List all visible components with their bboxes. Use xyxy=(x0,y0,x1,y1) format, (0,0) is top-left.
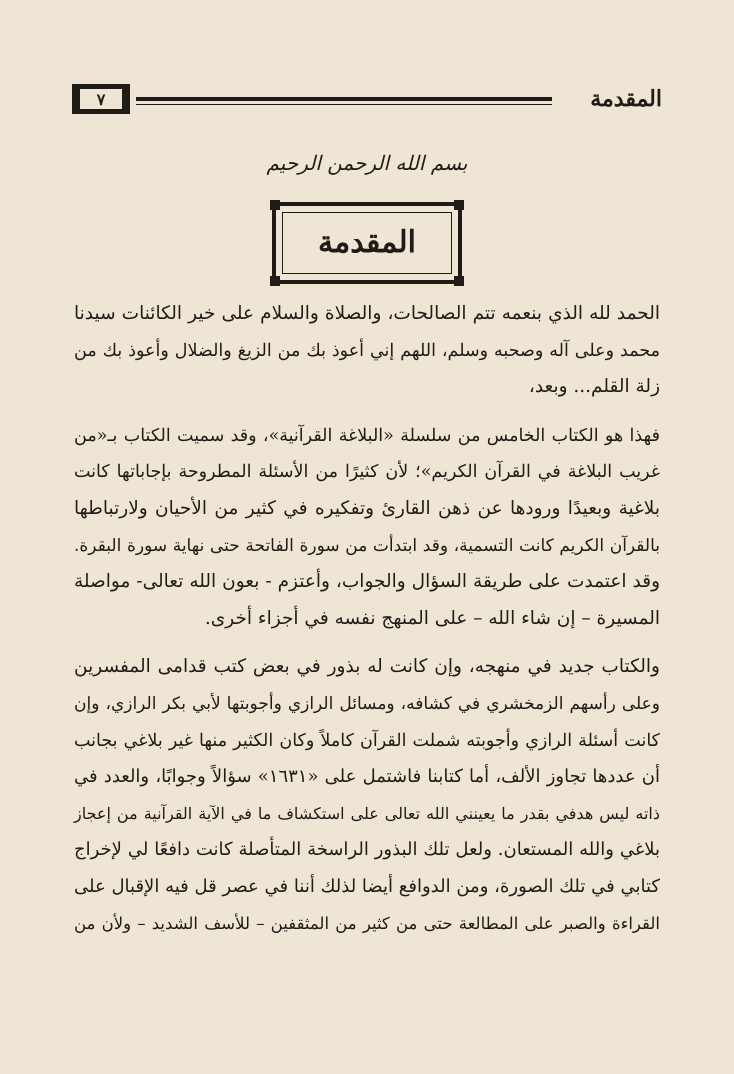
text-line: القراءة والصبر على المطالعة حتى من كثير من المثقفين – للأسف الشديد – ولأن من xyxy=(74,913,660,933)
header-rule-thick xyxy=(136,97,552,101)
frame-corner-ornament xyxy=(454,200,464,210)
text-line: غريب البلاغة في القرآن الكريم»؛ لأن كثيرًا من الأسئلة المطروحة بإجاباتها كانت xyxy=(74,462,660,483)
text-line: بالقرآن الكريم كانت التسمية، وقد ابتدأت من سورة الفاتحة حتى نهاية سورة البقرة. xyxy=(74,535,660,556)
page-number-box xyxy=(72,84,130,114)
frame-corner-ornament xyxy=(270,276,280,286)
paragraph xyxy=(74,296,660,406)
text-line: وعلى رأسهم الزمخشري في كشافه، ومسائل الرازي وأجوبتها لأبي بكر الرازي، وإن xyxy=(74,693,660,714)
page-number: ٧ xyxy=(80,89,122,109)
paragraph xyxy=(74,418,660,638)
frame-corner-ornament xyxy=(270,200,280,210)
text-line: كانت أسئلة الرازي وأجوبته شملت القرآن كاملاً وكان الكثير منها غير بلاغي بجانب xyxy=(74,730,660,751)
page-header xyxy=(72,84,662,116)
section-title: المقدمة xyxy=(318,225,416,260)
body-text xyxy=(74,296,660,942)
text-line: المسيرة – إن شاء الله – على المنهج نفسه في أجزاء أخرى. xyxy=(204,607,660,629)
text-line: والكتاب جديد في منهجه، وإن كانت له بذور في بعض كتب قدامى المفسرين xyxy=(74,656,660,678)
text-line: بلاغية وبعيدًا ورودها عن ذهن القارئ وتفكيره في كثير من الأحيان ولارتباطها xyxy=(74,497,660,519)
basmala: بسم الله الرحمن الرحيم xyxy=(266,151,468,175)
text-line: محمد وعلى آله وصحبه وسلم، اللهم إني أعوذ بك من الزيغ والضلال وأعوذ بك من xyxy=(74,340,660,361)
text-line: وقد اعتمدت على طريقة السؤال والجواب، وأعتزم - بعون الله تعالى- مواصلة xyxy=(74,571,660,593)
section-title-frame xyxy=(272,202,462,284)
text-line: كتابي في تلك الصورة، ومن الدوافع أيضا لذلك أننا في عصر قل فيه الإقبال على xyxy=(74,875,660,897)
text-line: بلاغي والله المستعان. ولعل تلك البذور الراسخة المتأصلة كانت دافعًا لي لإخراج xyxy=(74,839,660,861)
running-header-title: المقدمة xyxy=(590,86,662,112)
text-line: فهذا هو الكتاب الخامس من سلسلة «البلاغة القرآنية»، وقد سميت الكتاب بـ«من xyxy=(74,425,660,446)
paragraph xyxy=(74,649,660,942)
text-line: ذاته ليس هدفي بقدر ما يعينني الله تعالى على استكشاف ما في الآية القرآنية من إعجاز xyxy=(74,803,660,823)
header-rule-thin xyxy=(136,104,552,105)
section-title-inner-frame xyxy=(282,212,452,274)
text-line: أن عددها تجاوز الألف، أما كتابنا فاشتمل على «١٦٣١» سؤالاً وجوابًا، والعدد في xyxy=(74,766,660,788)
text-line: زلة القلم... وبعد، xyxy=(528,376,660,398)
text-line: الحمد لله الذي بنعمه تتم الصالحات، والصلاة والسلام على خير الكائنات سيدنا xyxy=(74,303,660,324)
frame-corner-ornament xyxy=(454,276,464,286)
